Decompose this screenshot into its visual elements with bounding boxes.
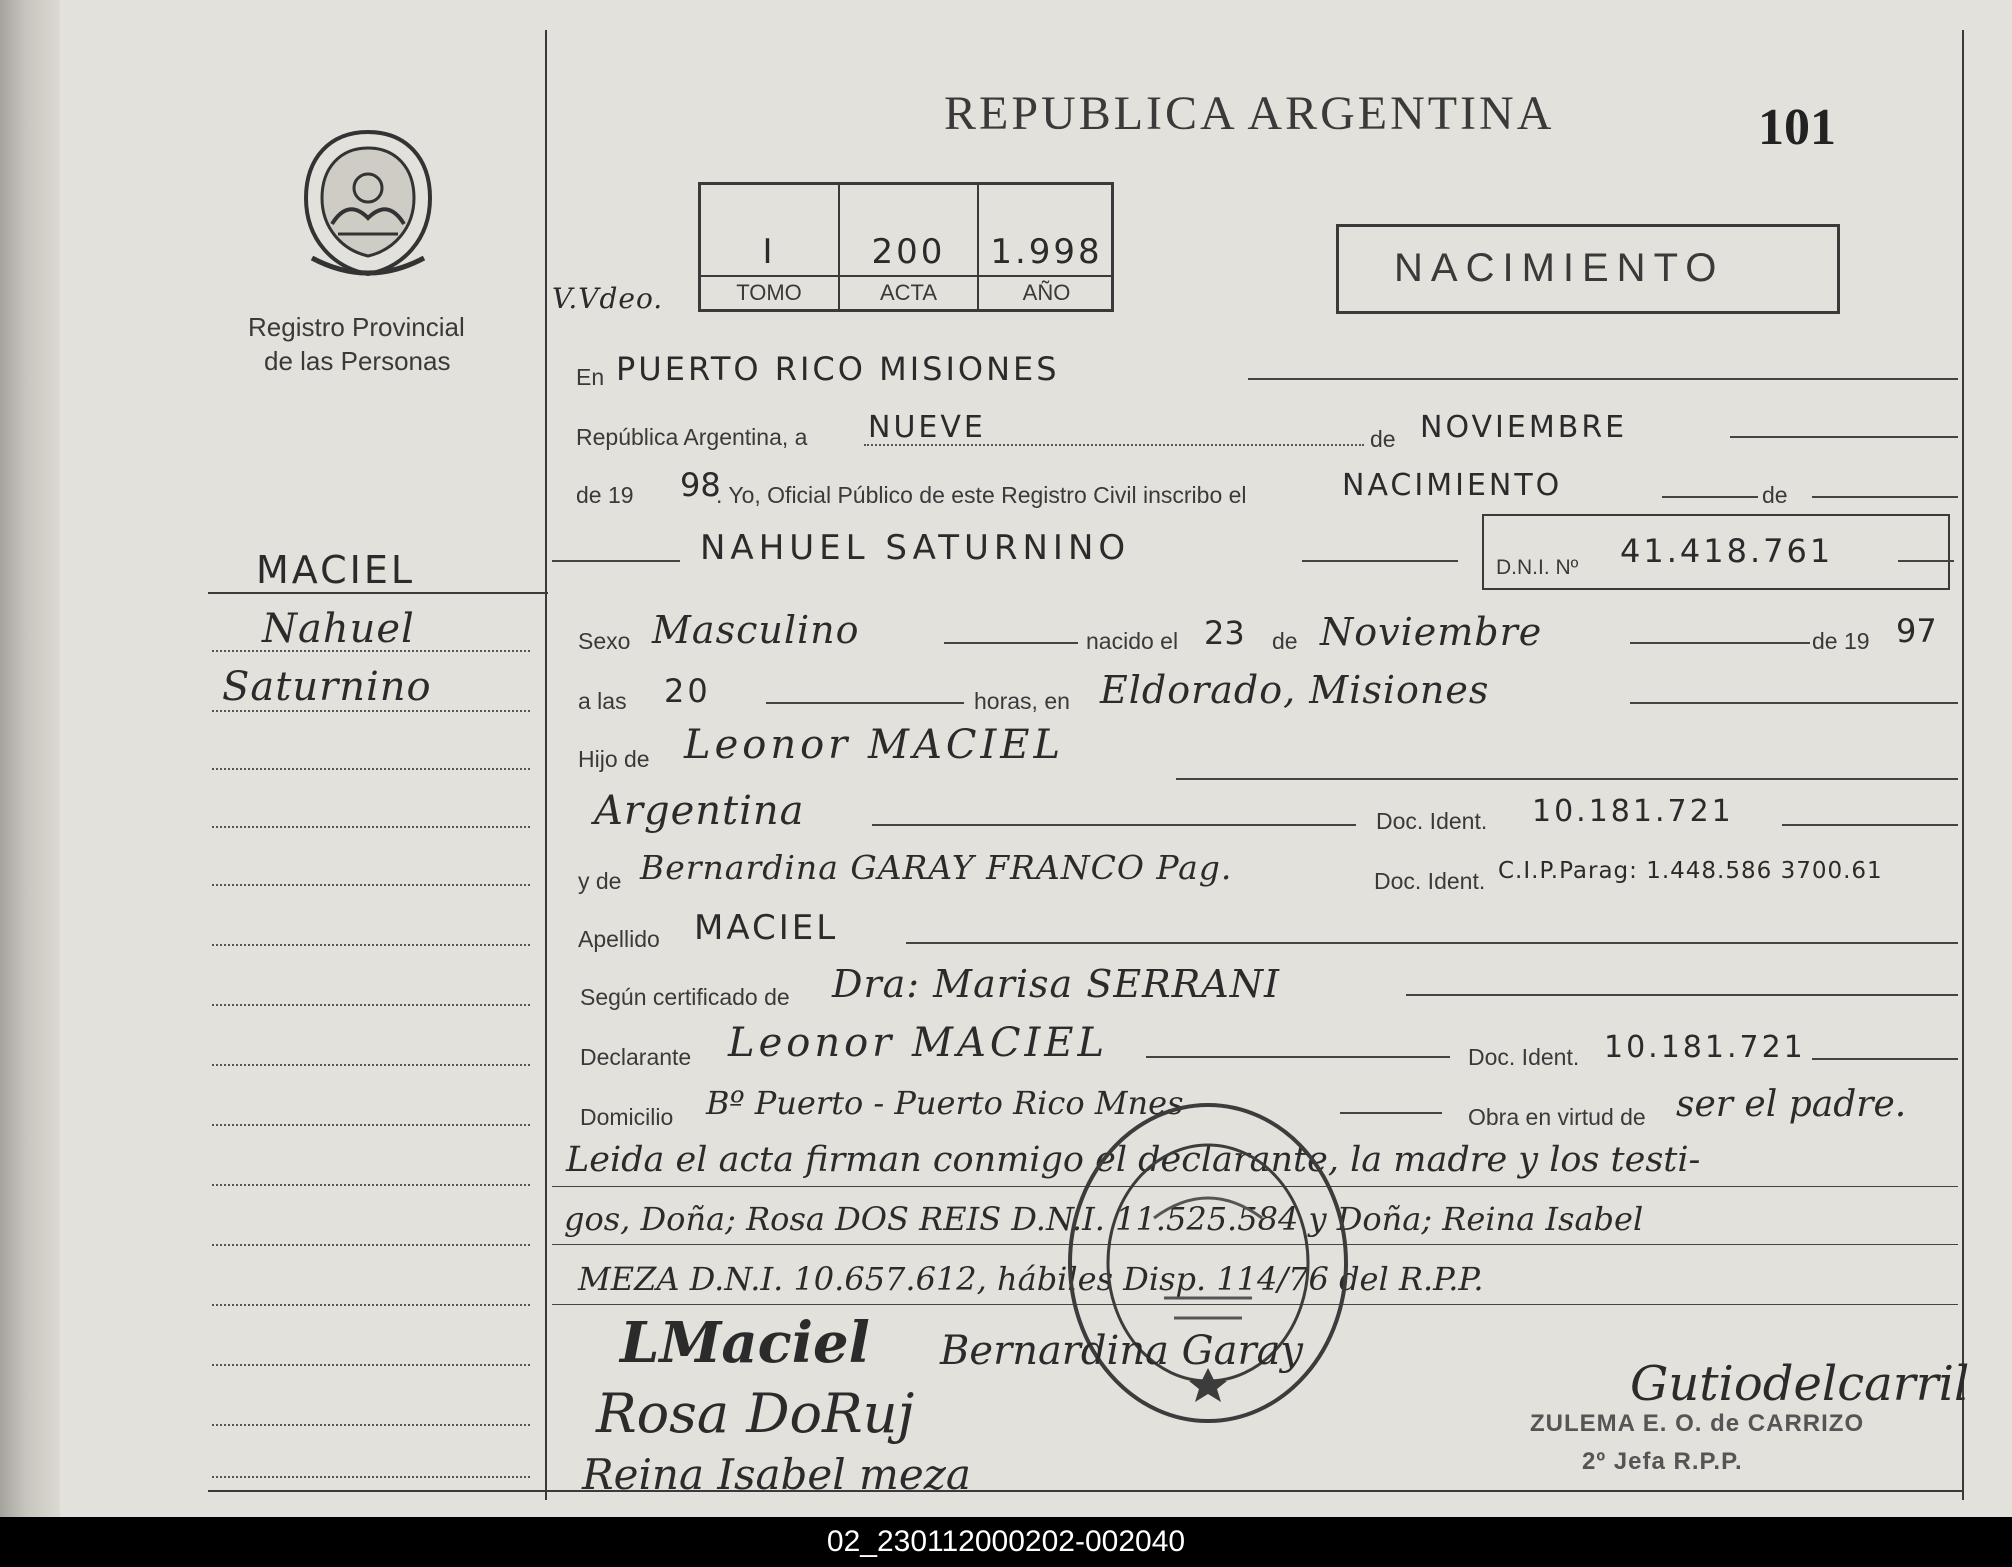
year-prefix-label: de 19 [576,482,634,508]
day-words-line [864,444,1364,446]
sidebar-row [212,1184,530,1186]
sidebar-row [212,1364,530,1366]
sidebar-row [212,944,530,946]
child-name-value: NAHUEL SATURNINO [700,528,1131,568]
provincial-seal-icon [298,128,438,278]
sidebar-row [212,1064,530,1066]
birth-place-value: Eldorado, Misiones [1100,668,1490,712]
round-registry-stamp [1064,1098,1352,1428]
sidebar-row [212,650,530,652]
signature-2: Bernardina Garay [940,1328,1304,1374]
declarante-doc-fill-line [1812,1058,1958,1060]
anio-value: 1.998 [990,232,1103,272]
sexo-value: Masculino [652,608,860,652]
mother-doc-label: Doc. Ident. [1376,808,1488,834]
sidebar-row [212,1304,530,1306]
domicilio-label: Domicilio [580,1104,674,1130]
notes-line-2: gos, Doña; Rosa DOS REIS D.N.I. 11.525.584 y Doña; Reina Isabel [564,1200,1644,1238]
place-value: PUERTO RICO MISIONES [616,350,1060,388]
apellido-value: MACIEL [694,908,839,948]
sidebar-given-name-1: Nahuel [262,606,415,652]
sidebar-surname: MACIEL [256,548,416,592]
en-label: En [576,364,605,390]
signature-3: Rosa DoRuj [596,1382,915,1445]
sidebar-row [212,1124,530,1126]
sidebar-row [212,826,530,828]
official-stamp-line-1: ZULEMA E. O. de CARRIZO [1530,1410,1865,1437]
apellido-fill-line [906,942,1958,944]
father-doc-value: C.I.P.Parag: 1.448.586 3700.61 [1498,858,1883,884]
domicilio-fill-line [1340,1112,1442,1114]
event-value: NACIMIENTO [1342,468,1563,503]
republica-label: República Argentina, a [576,424,808,450]
registry-name-line-2: de las Personas [264,346,451,376]
notes-line-1: Leida el acta firman conmigo el declarante, la madre y los testi- [566,1140,1701,1180]
birth-month-fill-line [1630,642,1810,644]
birth-month-value: Noviembre [1320,610,1543,654]
y-de-label: y de [578,868,622,894]
a-las-label: a las [578,688,627,714]
anio-label: AÑO [1022,280,1071,305]
oficial-text: . Yo, Oficial Público de este Registro Civil inscribo el [716,482,1247,508]
obra-label: Obra en virtud de [1468,1104,1646,1130]
sidebar-row [212,710,530,712]
acta-label: ACTA [879,280,938,305]
child-name-lead-line [552,560,680,562]
declarante-doc-value: 10.181.721 [1604,1030,1806,1065]
hour-value: 20 [664,672,711,710]
event-fill-line-2 [1812,496,1958,498]
declarante-fill-line [1146,1056,1450,1058]
de19-label: de 19 [1812,628,1870,654]
official-stamp-line-2: 2º Jefa R.P.P. [1582,1448,1743,1475]
month-fill-line [1730,436,1958,438]
signature-1: LMaciel [620,1310,870,1376]
domicilio-value: Bº Puerto - Puerto Rico Mnes [706,1084,1184,1122]
birth-place-fill-line [1630,702,1958,704]
sidebar-row [212,768,530,770]
month-value: NOVIEMBRE [1420,410,1628,445]
name-divider-rule [208,592,548,594]
mother-name-value: Leonor MACIEL [684,722,1065,768]
dni-label: D.N.I. Nº [1496,556,1579,579]
dni-value: 41.418.761 [1620,532,1834,570]
doctor-value: Dra: Marisa SERRANI [832,962,1280,1006]
mother-doc-fill-line [1782,824,1958,826]
father-name-value: Bernardina GARAY FRANCO Pag. [640,848,1233,887]
father-doc-label: Doc. Ident. [1374,868,1486,894]
mother-nationality-fill-line [872,824,1356,826]
apellido-label: Apellido [578,926,660,952]
obra-value: ser el padre. [1676,1084,1907,1125]
de-label: de [1370,426,1396,452]
tomo-value: I [762,232,776,272]
event-fill-line [1662,496,1758,498]
year-suffix-value: 98 [680,466,721,504]
doctor-fill-line [1406,994,1958,996]
sidebar-row [212,884,530,886]
sidebar-row [212,1476,530,1478]
de-label-2: de [1762,482,1788,508]
sidebar-given-name-2: Saturnino [222,664,432,710]
right-margin-rule [1962,30,1964,1500]
birth-day-value: 23 [1204,614,1245,652]
sidebar-row [212,1004,530,1006]
sexo-fill-line [944,642,1078,644]
declarante-value: Leonor MACIEL [728,1020,1109,1066]
book-gutter [0,0,60,1517]
hijo-label: Hijo de [578,746,650,772]
sexo-label: Sexo [578,628,631,654]
de-label-3: de [1272,628,1298,654]
left-margin-rule [545,30,547,1500]
hour-fill-line [766,702,964,704]
child-name-fill-line [1302,560,1458,562]
act-type-label: NACIMIENTO [1394,246,1725,290]
declarante-doc-label: Doc. Ident. [1468,1044,1580,1070]
day-words-value: NUEVE [868,410,986,445]
sidebar-row [212,1424,530,1426]
official-signature: Gutiodelcarril [1630,1356,1970,1412]
segun-label: Según certificado de [580,984,790,1010]
page-number: 101 [1758,99,1836,156]
place-fill-line [1248,378,1958,380]
sidebar-row [212,1244,530,1246]
bottom-rule [208,1490,1963,1492]
registry-name-line-1: Registro Provincial [248,312,465,342]
file-id-footer: 02_230112000202-002040 [0,1517,2012,1567]
margin-note: V.Vdeo. [552,282,664,315]
horas-label: horas, en [974,688,1070,714]
declarante-label: Declarante [580,1044,692,1070]
signature-4: Reina Isabel meza [582,1450,971,1499]
mother-name-fill-line [1176,778,1958,780]
notes-line-3: MEZA D.N.I. 10.657.612, hábiles Disp. 114/76 del R.P.P. [578,1260,1484,1298]
tomo-label: TOMO [736,280,802,305]
record-box-label-rule [700,275,1112,277]
mother-doc-value: 10.181.721 [1532,794,1734,829]
dni-fill-line [1898,560,1954,562]
birth-year-suffix-value: 97 [1896,612,1937,650]
nacido-label: nacido el [1086,628,1179,654]
country-title: REPUBLICA ARGENTINA [944,87,1555,140]
mother-nationality-value: Argentina [594,788,805,834]
acta-value: 200 [871,232,946,272]
